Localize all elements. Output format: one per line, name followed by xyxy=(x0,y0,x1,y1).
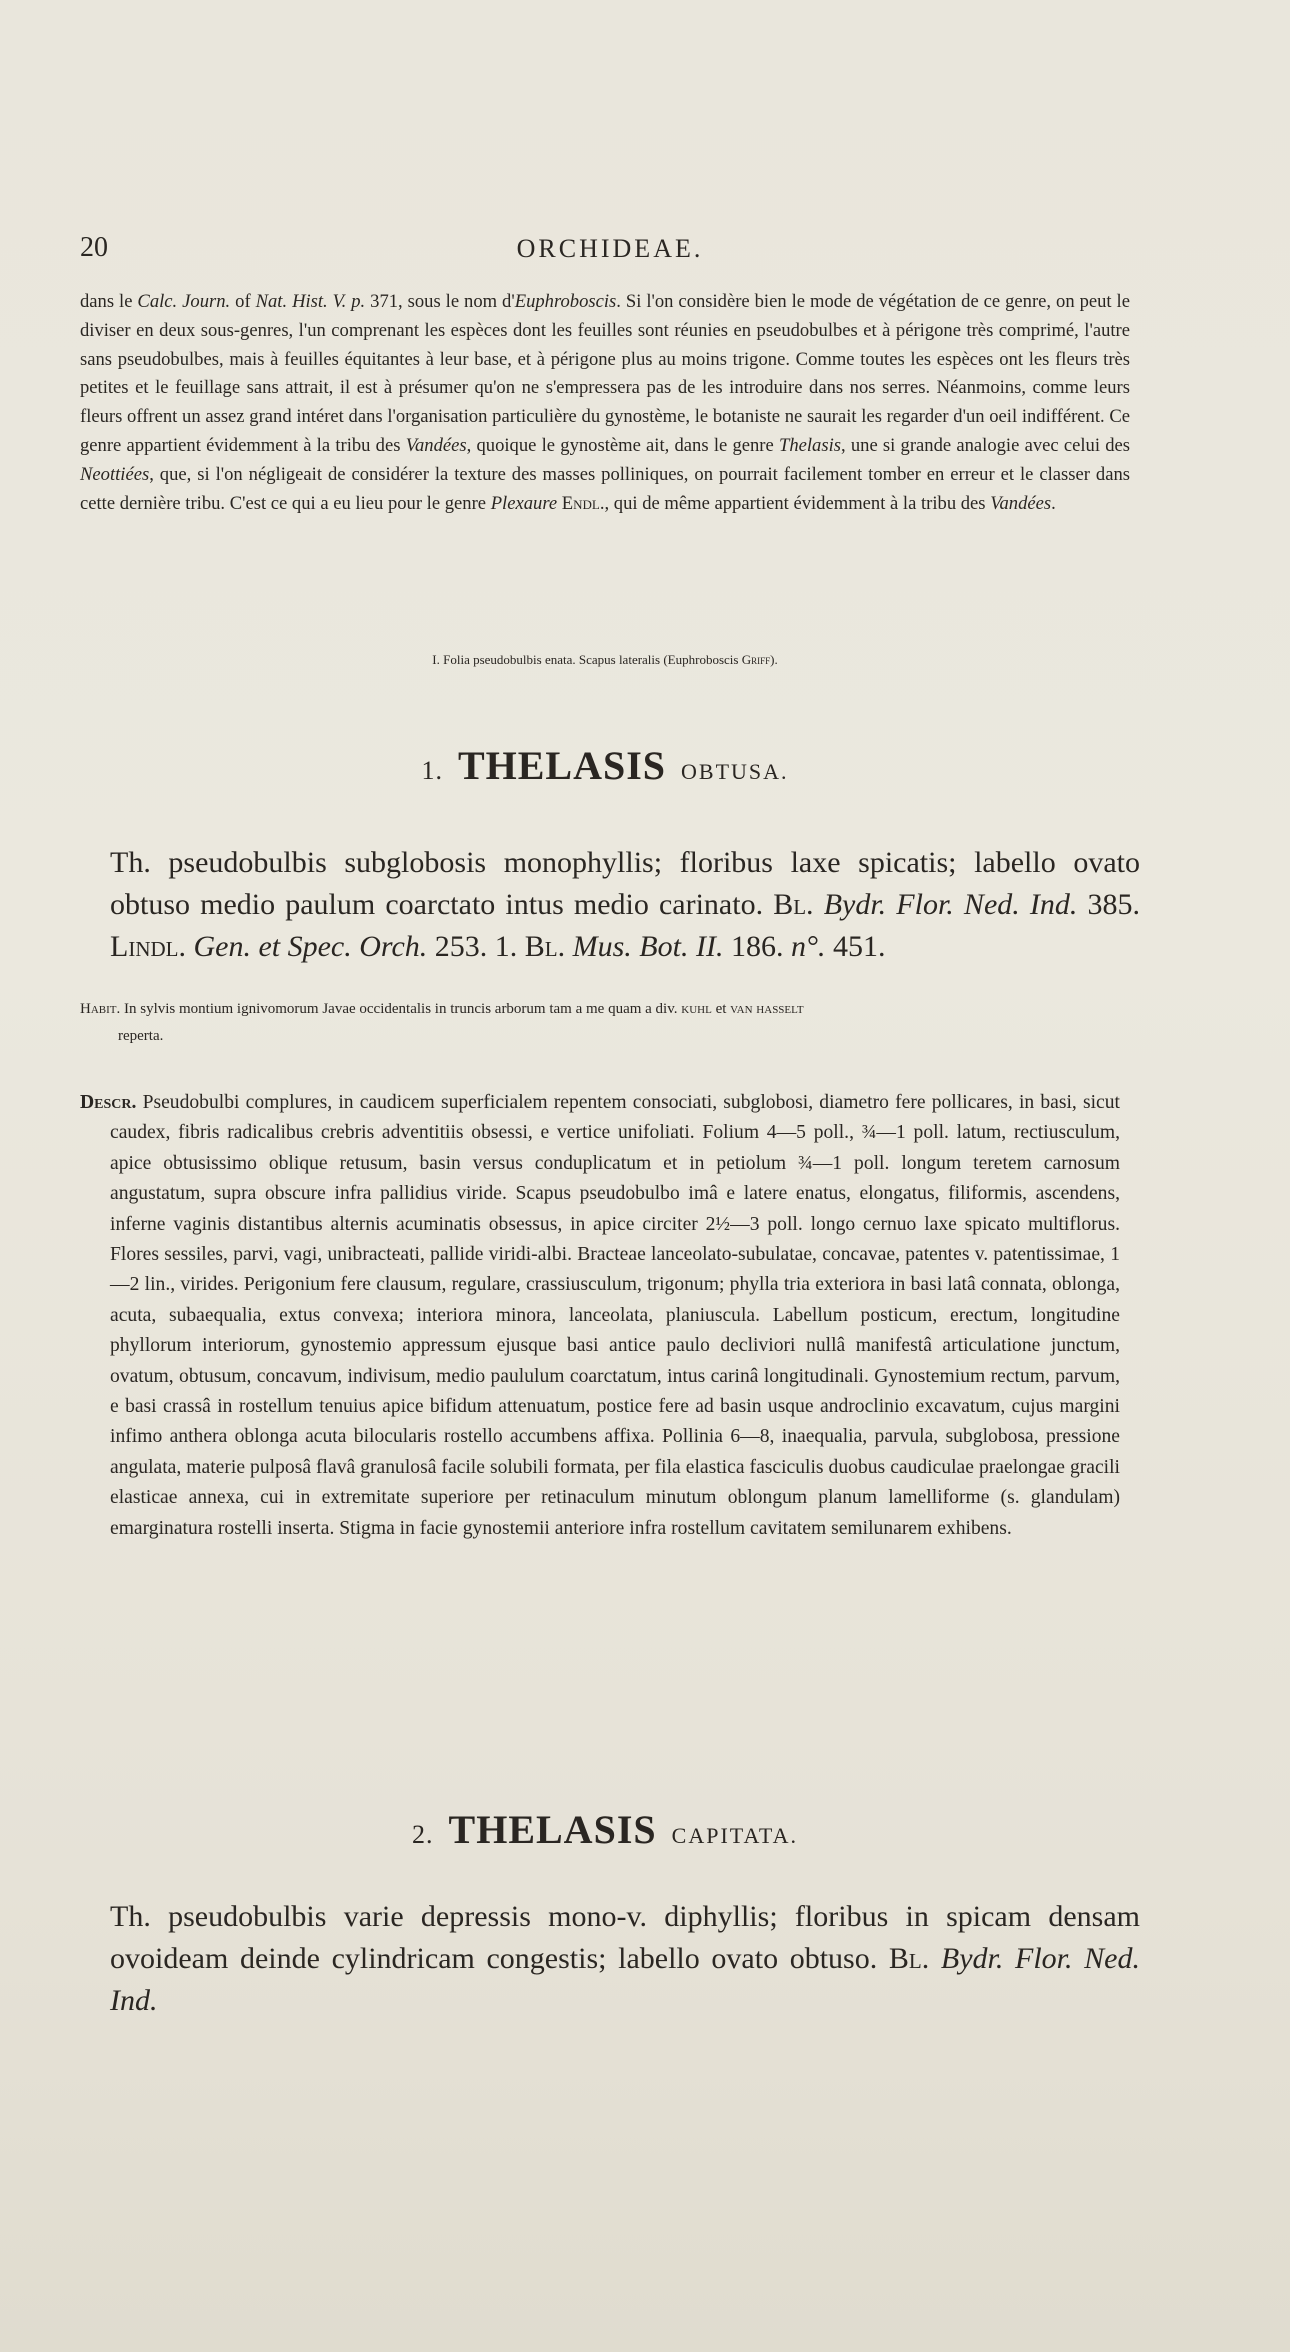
number-sign: n°. xyxy=(790,930,826,963)
description-paragraph xyxy=(80,1088,1120,1544)
author-abbrev: Endl. xyxy=(557,492,605,514)
diagnosis-text: Th. pseudobulbis varie depressis mono-v. diphyllis; floribus in spicam densam ovoideam deinde cylindricam congestis; labello ovato obtuso. xyxy=(110,1900,1140,1975)
habitat-paragraph xyxy=(80,996,1140,1050)
citation-page: 451. xyxy=(825,930,886,963)
species-number: 1. xyxy=(421,756,443,785)
habitat-text: et xyxy=(711,1001,731,1017)
citation: Bydr. Flor. Ned. Ind. xyxy=(823,888,1078,921)
author-abbrev: Lindl. xyxy=(110,930,186,963)
taxon-name: Euphroboscis xyxy=(514,291,617,312)
taxon-name: Plexaure xyxy=(490,492,558,514)
intro-text: 371, sous le nom d' xyxy=(365,291,515,312)
diagnosis-text: Th. pseudobulbis subglobosis monophyllis; floribus laxe spicatis; labello ovato obtuso medio paulum coarctato intus medio carinato. xyxy=(110,846,1140,921)
collector-name: kuhl xyxy=(681,1001,712,1017)
species-2-title xyxy=(80,1806,1130,1853)
citation-page: 253. 1. xyxy=(427,930,525,963)
taxon-name: Thelasis xyxy=(778,434,841,456)
species-number: 2. xyxy=(412,1820,434,1849)
habitat-label: Habit. xyxy=(80,1001,121,1017)
intro-text: , que, si l'on négligeait de considérer la texture des masses polliniques, on pourrait facilement tomber en erreur et le classer dans cette dernière tribu. C'est ce qui a eu lieu pour le genre xyxy=(80,463,1130,514)
collector-name: van hasselt xyxy=(730,1001,804,1017)
intro-text: , une si grande analogie avec celui des xyxy=(840,434,1130,456)
taxon-name: Vandées xyxy=(990,492,1052,514)
taxon-name: Neottiées xyxy=(80,463,150,485)
habitat-text: In sylvis montium ignivomorum Javae occidentalis in truncis arborum tam a me quam a div. xyxy=(120,1001,682,1017)
genus-name: THELASIS xyxy=(448,1807,657,1852)
author-abbrev: Bl. xyxy=(773,888,814,921)
subsection-end: ). xyxy=(770,652,778,667)
citation: Nat. Hist. V. p. xyxy=(255,291,366,312)
habitat-text: reperta. xyxy=(118,1028,164,1044)
citation: Bydr. Flor. Ned. Ind. xyxy=(110,1942,1141,2017)
species-1-title xyxy=(80,742,1130,789)
citation: Gen. et Spec. Orch. xyxy=(193,930,428,963)
citation-page: 186. xyxy=(723,930,791,963)
subsection-label: I. Folia pseudobulbis enata. Scapus lateralis (Euphroboscis xyxy=(432,652,742,667)
intro-paragraph xyxy=(80,288,1130,518)
page-header xyxy=(80,232,1140,272)
page-number: 20 xyxy=(80,232,108,263)
intro-text: , qui de même appartient évidemment à la tribu des xyxy=(604,492,991,514)
description-text: Pseudobulbi complures, in caudicem superficialem repentem consociati, subglobosi, diametro fere pollicares, in basi, sicut caudex, fibris radicalibus crebris adventitiis obsessi, e vertice unifoliati. Folium 4—5 poll., ¾—1 poll. latum, rectiusculum, apice obtusissimo oblique retusum, basin versus conduplicatum et in petiolum ¾—1 poll. longum teretem carnosum angustatum, supra obscure infra pallidius viride. Scapus pseudobulbo imâ e latere enatus, elongatus, filiformis, ascendens, inferne vaginis distantibus alternis acuminatis obsessus, in apice circiter 2½—3 poll. longo cernuo laxe spicato multiflorus. Flores sessiles, parvi, vagi, unibracteati, pallide viridi-albi. Bracteae lanceolato-subulatae, concavae, patentes v. patentissimae, 1—2 lin., virides. Perigonium fere clausum, regulare, crassiusculum, trigonum; phylla tria exteriora in basi latâ connata, oblonga, acuta, subaequalia, extus convexa; interiora minora, lanceolata, planiuscula. Labellum posticum, erectum, longitudine phyllorum interiorum, gynostemio appressum ejusque basi antice paulo decliviori nullâ manifestâ articulatione junctum, ovatum, obtusum, concavum, indivisum, medio paululum coarctatum, intus carinâ longitudinali. Gynostemium rectum, parvum, e basi crassâ in rostellum tenuius apice bifidum attenuatum, postice fere ad basin usque androclinio excavatum, cujus margini infimo anthera oblonga acuta bilocularis rostello accumbens affixa. Pollinia 6—8, inaequalia, parvula, subglobosa, pressione angulata, materie pulposâ flavâ granulosâ facile solubili formata, per fila elastica fasciculis duobus caudiculae praelongae gracili elasticae annexa, cui in extremitate superiore per retinaculum minutum oblongum planum lamelliforme (s. glandulam) emarginatura rostelli inserta. Stigma in facie gynostemii anteriore infra rostellum cavitatem semilunarem exhibens. xyxy=(110,1092,1120,1539)
species-epithet: CAPITATA. xyxy=(671,1823,798,1848)
taxon-name: Vandées xyxy=(405,434,467,456)
description-label: Descr. xyxy=(80,1092,137,1113)
species-epithet: OBTUSA. xyxy=(681,759,789,784)
intro-text: . Si l'on considère bien le mode de végétation de ce genre, on peut le diviser en deux sous-genres, l'un comprenant les espèces dont les feuilles sont réunies en pseudobulbes et à périgone très comprimé, l'autre sans pseudobulbes, mais à feuilles équitantes à leur base, et à périgone plus au moins trigone. Comme toutes les espèces ont les fleurs très petites et le feuillage sans attrait, il est à présumer qu'on ne s'empressera pas de les introduire dans nos serres. Néanmoins, comme leurs fleurs offrent un assez grand intéret dans l'organisation particulière du gynostème, le botaniste ne saurait les regarder d'un oeil indifférent. Ce genre appartient évidemment à la tribu des xyxy=(80,291,1130,456)
intro-text: dans le xyxy=(80,291,138,312)
citation: Mus. Bot. II. xyxy=(572,930,724,963)
intro-text: of xyxy=(230,291,256,312)
citation: Calc. Journ. xyxy=(137,291,231,312)
intro-text: . xyxy=(1051,492,1056,514)
subsection-heading xyxy=(80,652,1130,668)
running-title: ORCHIDEAE. xyxy=(516,234,704,263)
species-2-diagnosis xyxy=(110,1896,1140,2022)
species-1-diagnosis xyxy=(110,842,1140,968)
genus-name: THELASIS xyxy=(457,743,667,788)
author-abbrev: Bl. xyxy=(524,930,566,963)
citation-page: 385. xyxy=(1077,888,1140,921)
author-abbrev: Griff xyxy=(741,652,771,667)
intro-text: , quoique le gynostème ait, dans le genre xyxy=(466,434,779,456)
author-abbrev: Bl. xyxy=(888,1942,930,1975)
